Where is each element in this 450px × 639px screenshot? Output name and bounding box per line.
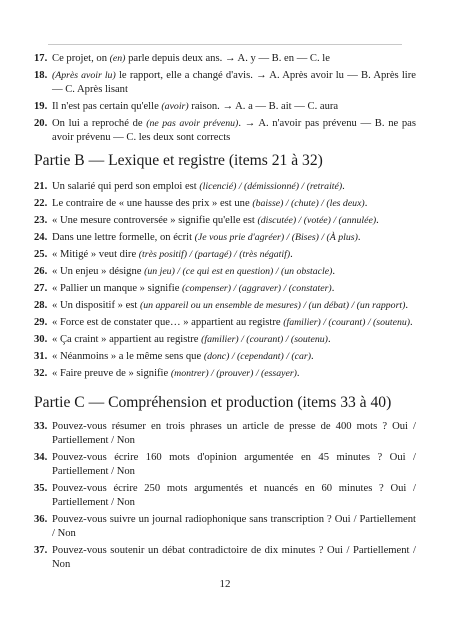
list-item (34, 69, 416, 97)
header-rule (48, 44, 402, 45)
item-text: « Un dispositif » est (un appareil ou un ensemble de mesures) / (un débat) / (un rapport). (52, 300, 409, 311)
section-c-list (34, 420, 416, 572)
item-text: On lui a reproché de (ne pas avoir prévenu). → A. n'avoir pas prévenu — B. ne pas avoir prévenu — C. les deux sont corrects (52, 118, 416, 143)
list-item (34, 544, 416, 572)
item-number: 30. (34, 334, 48, 345)
item-text: Dans une lettre formelle, on écrit (Je vous prie d'agréer) / (Bises) / (À plus). (52, 232, 361, 243)
item-text: Ce projet, on (en) parle depuis deux ans. → A. y — B. en — C. le (52, 53, 330, 64)
item-text: Pouvez-vous suivre un journal radiophonique sans transcription ? Oui / Partiellement / Non (52, 514, 416, 539)
item-number: 22. (34, 198, 48, 209)
list-item (34, 451, 416, 479)
list-item (34, 482, 416, 510)
item-number: 18. (34, 70, 48, 81)
item-text: (Après avoir lu) le rapport, elle a changé d'avis. → A. Après avoir lu — B. Après lire — C. Après lisant (52, 70, 416, 95)
item-number: 25. (34, 249, 48, 260)
list-item (34, 350, 416, 364)
list-item (34, 420, 416, 448)
page-number: 12 (219, 578, 231, 590)
item-number: 21. (34, 181, 48, 192)
list-item (34, 117, 416, 145)
list-item (34, 299, 416, 313)
list-item (34, 214, 416, 228)
item-text: « Force est de constater que… » appartient au registre (familier) / (courant) / (soutenu). (52, 317, 413, 328)
item-text: Pouvez-vous écrire 250 mots argumentés et nuancés en 60 minutes ? Oui / Partiellement / Non (52, 483, 416, 508)
item-number: 32. (34, 368, 48, 379)
list-item (34, 248, 416, 262)
section-a-list (34, 52, 416, 145)
section-b-list (34, 180, 416, 381)
item-text: « Faire preuve de » signifie (montrer) / (prouver) / (essayer). (52, 368, 300, 379)
item-number: 27. (34, 283, 48, 294)
item-number: 36. (34, 514, 48, 525)
item-number: 28. (34, 300, 48, 311)
item-number: 24. (34, 232, 48, 243)
item-text: Pouvez-vous écrire 160 mots d'opinion argumentée en 45 minutes ? Oui / Partiellement / Non (52, 452, 416, 477)
item-text: « Néanmoins » a le même sens que (donc) / (cependant) / (car). (52, 351, 314, 362)
item-number: 23. (34, 215, 48, 226)
item-text: « Une mesure controversée » signifie qu'elle est (discutée) / (votée) / (annulée). (52, 215, 379, 226)
item-text: « Mitigé » veut dire (très positif) / (partagé) / (très négatif). (52, 249, 293, 260)
list-item (34, 231, 416, 245)
list-item (34, 52, 416, 66)
item-number: 20. (34, 118, 48, 129)
item-number: 34. (34, 452, 48, 463)
item-text: « Un enjeu » désigne (un jeu) / (ce qui est en question) / (un obstacle). (52, 266, 336, 277)
item-number: 19. (34, 101, 48, 112)
item-number: 17. (34, 53, 48, 64)
list-item (34, 316, 416, 330)
item-text: Le contraire de « une hausse des prix » est une (baisse) / (chute) / (les deux). (52, 198, 368, 209)
item-number: 33. (34, 421, 48, 432)
item-number: 35. (34, 483, 48, 494)
item-text: Pouvez-vous soutenir un débat contradictoire de dix minutes ? Oui / Partiellement / Non (52, 545, 416, 570)
item-text: Pouvez-vous résumer en trois phrases un article de presse de 400 mots ? Oui / Partiellement / Non (52, 421, 416, 446)
item-number: 26. (34, 266, 48, 277)
list-item (34, 367, 416, 381)
list-item (34, 333, 416, 347)
list-item (34, 513, 416, 541)
item-number: 37. (34, 545, 48, 556)
list-item (34, 265, 416, 279)
list-item (34, 100, 416, 114)
item-text: Il n'est pas certain qu'elle (avoir) raison. → A. a — B. ait — C. aura (52, 101, 339, 112)
item-text: « Ça craint » appartient au registre (familier) / (courant) / (soutenu). (52, 334, 331, 345)
item-text: « Pallier un manque » signifie (compenser) / (aggraver) / (constater). (52, 283, 335, 294)
list-item (34, 180, 416, 194)
section-b-heading: Partie B — Lexique et registre (items 21 à 32) (34, 152, 323, 169)
list-item (34, 282, 416, 296)
item-text: Un salarié qui perd son emploi est (licencié) / (démissionné) / (retraité). (52, 181, 345, 192)
section-c-heading: Partie C — Compréhension et production (items 33 à 40) (34, 394, 392, 411)
list-item (34, 197, 416, 211)
item-number: 31. (34, 351, 48, 362)
item-number: 29. (34, 317, 48, 328)
